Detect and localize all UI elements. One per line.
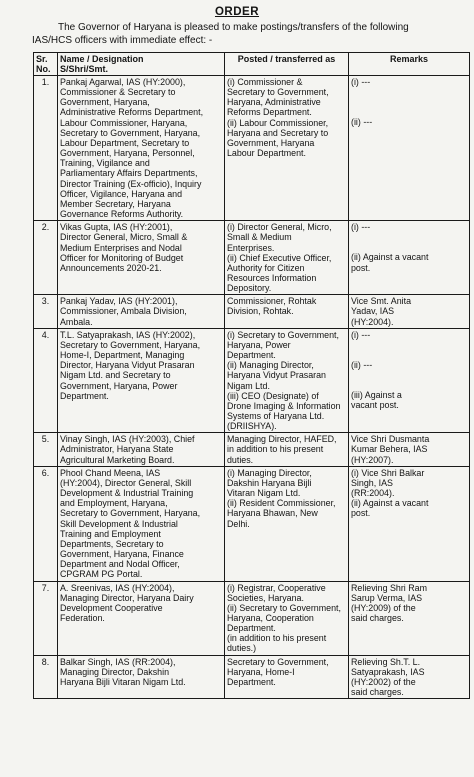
officer-name-designation-line: Governance Reforms Authority. (60, 209, 184, 220)
remarks-line: Yadav, IAS (351, 306, 395, 317)
officer-name-designation-line: Development Cooperative (60, 602, 163, 613)
table-row (34, 466, 470, 581)
posted-transferred-as-line: Haryana, Power (227, 339, 291, 350)
posted-transferred-as-line: (i) Managing Director, (227, 467, 312, 478)
officer-name-designation (58, 655, 225, 699)
remarks (349, 433, 470, 466)
officer-name-designation-line: Departments, Secretary to (60, 538, 164, 549)
officer-name-designation-line: Officer, Vigilance, Haryana and (60, 188, 183, 199)
remarks-line: said charges. (351, 612, 404, 623)
serial-number: 8. (34, 655, 58, 699)
posted-transferred-as-line: Nigam Ltd. (227, 380, 270, 391)
postings-table (33, 52, 470, 699)
remarks (349, 655, 470, 699)
posted-transferred-as-line: (ii) Resident Commissioner, (227, 498, 336, 509)
remarks-line (351, 242, 467, 252)
remarks-line (351, 97, 467, 107)
remarks-line: (i) Vice Shri Balkar (351, 467, 425, 478)
posted-transferred-as-line: Societies, Haryana. (227, 592, 304, 603)
posted-transferred-as (225, 76, 349, 221)
remarks-line: (RR:2004). (351, 488, 395, 499)
posted-transferred-as-line: (i) Secretary to Government, (227, 329, 339, 340)
remarks-line: (HY:2004). (351, 316, 394, 327)
serial-number: 2. (34, 221, 58, 295)
officer-name-designation-line: A. Sreenivas, IAS (HY:2004), (60, 582, 175, 593)
serial-number: 4. (34, 328, 58, 433)
officer-name-designation-line: and Employment, Haryana, (60, 498, 168, 509)
officer-name-designation (58, 295, 225, 328)
serial-number: 5. (34, 433, 58, 466)
order-title: ORDER (214, 6, 260, 18)
officer-name-designation (58, 581, 225, 655)
officer-name-designation-line: Director Training (Ex-officio), Inquiry (60, 178, 202, 189)
officer-name-designation-line: Managing Director, Dakshin (60, 666, 170, 677)
officer-name-designation-line: Government, Haryana, Power (60, 380, 178, 391)
posted-transferred-as (225, 295, 349, 328)
serial-number: 6. (34, 466, 58, 581)
remarks-line: Relieving Shri Ram (351, 582, 427, 593)
officer-name-designation-line: T.L. Satyaprakash, IAS (HY:2002), (60, 329, 196, 340)
officer-name-designation-line: Pankaj Yadav, IAS (HY:2001), (60, 296, 178, 307)
table-row (34, 581, 470, 655)
remarks-line: (ii) --- (351, 359, 373, 370)
officer-name-designation-line: Commissioner & Secretary to (60, 87, 176, 98)
table-row (34, 295, 470, 328)
remarks-line: Satyaprakash, IAS (351, 666, 425, 677)
officer-name-designation-line: Managing Director, Haryana Dairy (60, 592, 194, 603)
intro-line: The Governor of Haryana is pleased to make postings/transfers of the following (58, 22, 409, 33)
officer-name-designation-line: Commissioner, Ambala Division, (60, 306, 187, 317)
remarks-line: (i) --- (351, 77, 371, 87)
table-row (34, 433, 470, 466)
remarks-line (351, 380, 467, 390)
officer-name-designation-line: Director General, Micro, Small & (60, 232, 188, 243)
order-intro (32, 21, 460, 47)
officer-name-designation-line: Announcements 2020-21. (60, 262, 162, 273)
remarks-line (351, 87, 467, 97)
officer-name-designation-line: Skill Development & Industrial (60, 518, 178, 529)
posted-transferred-as-line: Government, Haryana (227, 137, 315, 148)
table-row (34, 76, 470, 221)
remarks-line: Singh, IAS (351, 477, 393, 488)
header-remarks: Remarks (349, 53, 470, 76)
intro-line: IAS/HCS officers with immediate effect: - (32, 35, 213, 46)
posted-transferred-as-line: (i) Commissioner & (227, 77, 303, 87)
remarks-line: (ii) Against a vacant (351, 498, 429, 509)
table-row (34, 328, 470, 433)
officer-name-designation-line: Haryana Bijli Vitaran Nigam Ltd. (60, 676, 186, 687)
officer-name-designation-line: Phool Chand Meena, IAS (60, 467, 161, 478)
posted-transferred-as-line: Secretary to Government, (227, 87, 329, 98)
serial-number: 7. (34, 581, 58, 655)
remarks-line: post. (351, 508, 371, 519)
serial-number: 3. (34, 295, 58, 328)
officer-name-designation-line: Department. (60, 390, 109, 401)
remarks-line: Sarup Verma, IAS (351, 592, 423, 603)
remarks-line: (HY:2002) of the (351, 676, 416, 687)
remarks-line: (ii) --- (351, 117, 373, 128)
remarks-line: said charges. (351, 687, 404, 698)
remarks-line: (HY:2007). (351, 454, 394, 465)
posted-transferred-as-line: Delhi. (227, 518, 250, 529)
posted-transferred-as-line: Dakshin Haryana Bijli (227, 477, 312, 488)
remarks (349, 76, 470, 221)
officer-name-designation-line: CPGRAM PG Portal. (60, 569, 143, 580)
officer-name-designation-line: Parliamentary Affairs Departments, (60, 168, 198, 179)
posted-transferred-as (225, 433, 349, 466)
officer-name-designation-line: Administrative Reforms Department, (60, 107, 204, 118)
posted-transferred-as-line: Haryana, Home-I (227, 666, 295, 677)
officer-name-designation (58, 76, 225, 221)
posted-transferred-as-line: Division, Rohtak. (227, 306, 294, 317)
posted-transferred-as-line: (DRIISHYA). (227, 421, 277, 432)
officer-name-designation-line: Labour Commissioner, Haryana, (60, 117, 188, 128)
remarks-line: post. (351, 262, 371, 273)
remarks-line: (i) --- (351, 329, 371, 340)
posted-transferred-as-line: Haryana, Cooperation (227, 612, 314, 623)
officer-name-designation-line: Federation. (60, 612, 105, 623)
officer-name-designation (58, 328, 225, 433)
remarks-line: (i) --- (351, 222, 371, 233)
posted-transferred-as (225, 328, 349, 433)
officer-name-designation-line: Nigam Ltd. and Secretary to (60, 370, 171, 381)
table-row (34, 221, 470, 295)
remarks-line: Vice Shri Dusmanta (351, 434, 430, 445)
posted-transferred-as-line: Commissioner, Rohtak (227, 296, 317, 307)
remarks-line: (HY:2009) of the (351, 602, 416, 613)
remarks-line (351, 370, 467, 380)
officer-name-designation-line: Government, Haryana, Finance (60, 549, 184, 560)
officer-name-designation-line: Officer for Monitoring of Budget (60, 252, 184, 263)
officer-name-designation-line: Training and Employment (60, 528, 161, 539)
posted-transferred-as-line: Small & Medium (227, 232, 292, 243)
remarks-line: (ii) Against a vacant (351, 252, 429, 263)
officer-name-designation-line: Member Secretary, Haryana (60, 198, 171, 209)
remarks-line (351, 340, 467, 350)
posted-transferred-as-line: in addition to his present (227, 444, 324, 455)
officer-name-designation (58, 433, 225, 466)
officer-name-designation-line: Ambala. (60, 316, 93, 327)
posted-transferred-as-line: duties. (227, 454, 254, 465)
posted-transferred-as-line: duties.) (227, 643, 257, 654)
posted-transferred-as-line: Department. (227, 623, 276, 634)
posted-transferred-as-line: Haryana, Administrative (227, 97, 321, 108)
posted-transferred-as-line: Resources Information (227, 272, 317, 283)
remarks-line: Relieving Sh.T. L. (351, 656, 421, 667)
posted-transferred-as (225, 221, 349, 295)
officer-name-designation (58, 466, 225, 581)
officer-name-designation-line: Department and Nodal Officer, (60, 559, 180, 570)
officer-name-designation-line: (HY:2004), Director General, Skill (60, 477, 192, 488)
remarks-line: (iii) Against a (351, 390, 402, 401)
header-posted-transferred: Posted / transferred as (225, 53, 349, 76)
posted-transferred-as-line: (iii) CEO (Designate) of (227, 390, 319, 401)
posted-transferred-as-line: Systems of Haryana Ltd. (227, 411, 325, 421)
officer-name-designation-line: Administrator, Haryana State (60, 444, 174, 455)
officer-name-designation-line: Pankaj Agarwal, IAS (HY:2000), (60, 77, 186, 87)
posted-transferred-as-line: (in addition to his present (227, 633, 327, 644)
serial-number: 1. (34, 76, 58, 221)
posted-transferred-as-line: Drone Imaging & Information (227, 400, 341, 411)
posted-transferred-as-line: (ii) Secretary to Government, (227, 602, 341, 613)
officer-name-designation-line: Labour Department, Secretary to (60, 137, 190, 148)
posted-transferred-as-line: (i) Registrar, Cooperative (227, 582, 326, 593)
posted-transferred-as-line: Haryana Bhawan, New (227, 508, 318, 519)
officer-name-designation-line: Balkar Singh, IAS (RR:2004), (60, 656, 176, 667)
officer-name-designation-line: Development & Industrial Training (60, 488, 194, 499)
officer-name-designation-line: Training, Vigilance and (60, 158, 150, 169)
remarks-line (351, 232, 467, 242)
posted-transferred-as-line: Depository. (227, 283, 272, 294)
officer-name-designation-line: Vinay Singh, IAS (HY:2003), Chief (60, 434, 195, 445)
officer-name-designation-line: Government, Haryana, Personnel, (60, 148, 195, 159)
table-header-row (34, 53, 470, 76)
posted-transferred-as-line: (ii) Managing Director, (227, 360, 314, 371)
remarks (349, 221, 470, 295)
officer-name-designation-line: Vikas Gupta, IAS (HY:2001), (60, 222, 173, 233)
officer-name-designation-line: Home-I, Department, Managing (60, 350, 185, 361)
posted-transferred-as-line: (ii) Labour Commissioner, (227, 117, 329, 128)
posted-transferred-as (225, 466, 349, 581)
posted-transferred-as-line: Haryana Vidyut Prasaran (227, 370, 326, 381)
posted-transferred-as-line: Labour Department. (227, 148, 306, 159)
posted-transferred-as (225, 581, 349, 655)
officer-name-designation-line: Secretary to Government, Haryana, (60, 508, 201, 519)
remarks (349, 581, 470, 655)
posted-transferred-as-line: (ii) Chief Executive Officer, (227, 252, 332, 263)
header-name-designation: Name / Designation S/Shri/Smt. (58, 53, 225, 76)
remarks-line: Kumar Behera, IAS (351, 444, 428, 455)
posted-transferred-as-line: Secretary to Government, (227, 656, 329, 667)
header-sr-no: Sr. No. (34, 53, 58, 76)
officer-name-designation-line: Government, Haryana, (60, 97, 150, 108)
posted-transferred-as-line: Reforms Department. (227, 107, 312, 118)
remarks-line: vacant post. (351, 400, 399, 411)
remarks-line (351, 350, 467, 360)
remarks (349, 466, 470, 581)
remarks (349, 295, 470, 328)
officer-name-designation (58, 221, 225, 295)
officer-name-designation-line: Director, Haryana Vidyut Prasaran (60, 360, 195, 371)
posted-transferred-as-line: Authority for Citizen (227, 262, 305, 273)
officer-name-designation-line: Secretary to Government, Haryana, (60, 339, 201, 350)
posted-transferred-as-line: Vitaran Nigam Ltd. (227, 488, 301, 499)
officer-name-designation-line: Medium Enterprises and Nodal (60, 242, 182, 253)
table-row (34, 655, 470, 699)
posted-transferred-as-line: Managing Director, HAFED, (227, 434, 337, 445)
posted-transferred-as-line: Department. (227, 350, 276, 361)
posted-transferred-as-line: Department. (227, 676, 276, 687)
posted-transferred-as-line: (i) Director General, Micro, (227, 222, 332, 233)
remarks-line (351, 107, 467, 117)
posted-transferred-as-line: Haryana and Secretary to (227, 127, 329, 138)
officer-name-designation-line: Secretary to Government, Haryana, (60, 127, 201, 138)
posted-transferred-as-line: Enterprises. (227, 242, 275, 253)
remarks (349, 328, 470, 433)
officer-name-designation-line: Agricultural Marketing Board. (60, 454, 175, 465)
remarks-line: Vice Smt. Anita (351, 296, 412, 307)
posted-transferred-as (225, 655, 349, 699)
